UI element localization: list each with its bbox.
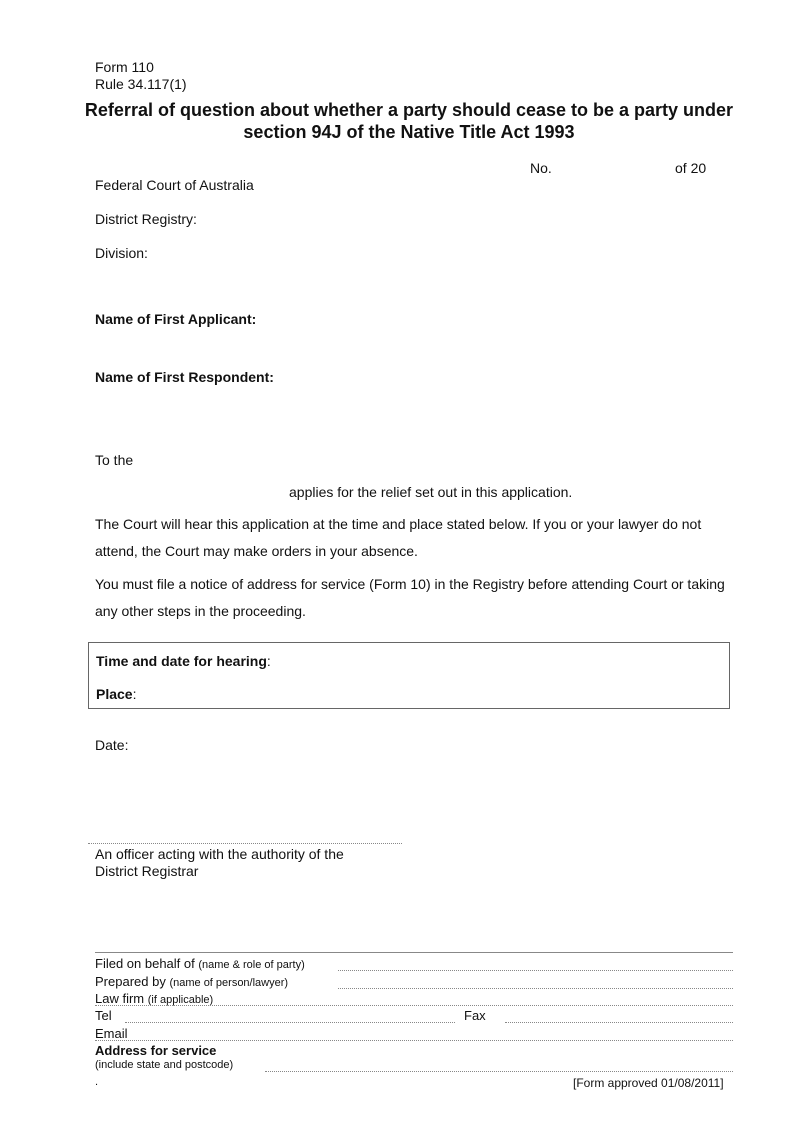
address-line <box>265 1071 733 1072</box>
applies-text: applies for the relief set out in this application. <box>289 484 573 500</box>
hearing-details-box <box>88 642 730 709</box>
district-registry-label: District Registry: <box>95 211 197 227</box>
place-field <box>96 686 136 702</box>
form-number: Form 110 <box>95 59 154 75</box>
tel-label: Tel <box>95 1008 112 1023</box>
footer-period: . <box>95 1076 99 1088</box>
date-label: Date: <box>95 737 129 753</box>
law-firm-line <box>95 1005 733 1006</box>
signature-line1: An officer acting with the authority of the <box>95 846 344 862</box>
law-firm-hint: (if applicable) <box>147 994 214 1006</box>
case-year-label: of 20 <box>675 160 707 176</box>
filed-on-behalf-label: Filed on behalf of <box>95 956 195 971</box>
tel-line <box>125 1022 455 1023</box>
email-line <box>95 1040 733 1041</box>
to-the-label: To the <box>95 452 134 468</box>
division-label: Division: <box>95 245 148 261</box>
time-date-label: Time and date for hearing <box>96 653 267 669</box>
filed-on-behalf-hint: (name & role of party) <box>198 959 305 971</box>
email-label: Email <box>95 1026 128 1041</box>
fax-label: Fax <box>464 1008 486 1023</box>
address-for-service-hint: (include state and postcode) <box>95 1059 234 1071</box>
time-date-field <box>96 653 271 669</box>
signature-line <box>88 843 402 844</box>
address-for-service-label: Address for service <box>95 1043 217 1058</box>
address-notice: You must file a notice of address for service (Form 10) in the Registry before attending Court or taking any other steps in the proceeding. <box>95 576 725 619</box>
prepared-by-hint: (name of person/lawyer) <box>169 977 289 989</box>
time-date-colon: : <box>266 653 271 669</box>
place-colon: : <box>132 686 137 702</box>
footer-top-rule <box>95 952 733 953</box>
case-no-label: No. <box>530 160 552 176</box>
hearing-notice: The Court will hear this application at the time and place stated below. If you or your lawyer do not attend, the Court may make orders in your absence. <box>95 516 702 559</box>
first-applicant-label: Name of First Applicant: <box>95 311 257 327</box>
filed-on-behalf-field <box>95 956 305 971</box>
form-approved-note: [Form approved 01/08/2011] <box>573 1076 724 1090</box>
law-firm-field <box>95 991 213 1006</box>
place-label: Place <box>96 686 133 702</box>
law-firm-label: Law firm <box>95 991 145 1006</box>
prepared-by-field <box>95 974 288 989</box>
prepared-by-label: Prepared by <box>95 974 166 989</box>
court-name: Federal Court of Australia <box>95 177 254 193</box>
form-title: Referral of question about whether a party should cease to be a party under section 94J of the Native Title Act 1993 <box>84 100 734 142</box>
signature-line2: District Registrar <box>95 863 199 879</box>
fax-line <box>505 1022 733 1023</box>
prepared-by-line <box>338 988 733 989</box>
first-respondent-label: Name of First Respondent: <box>95 369 274 385</box>
filed-on-behalf-line <box>338 970 733 971</box>
rule-reference: Rule 34.117(1) <box>95 76 187 92</box>
